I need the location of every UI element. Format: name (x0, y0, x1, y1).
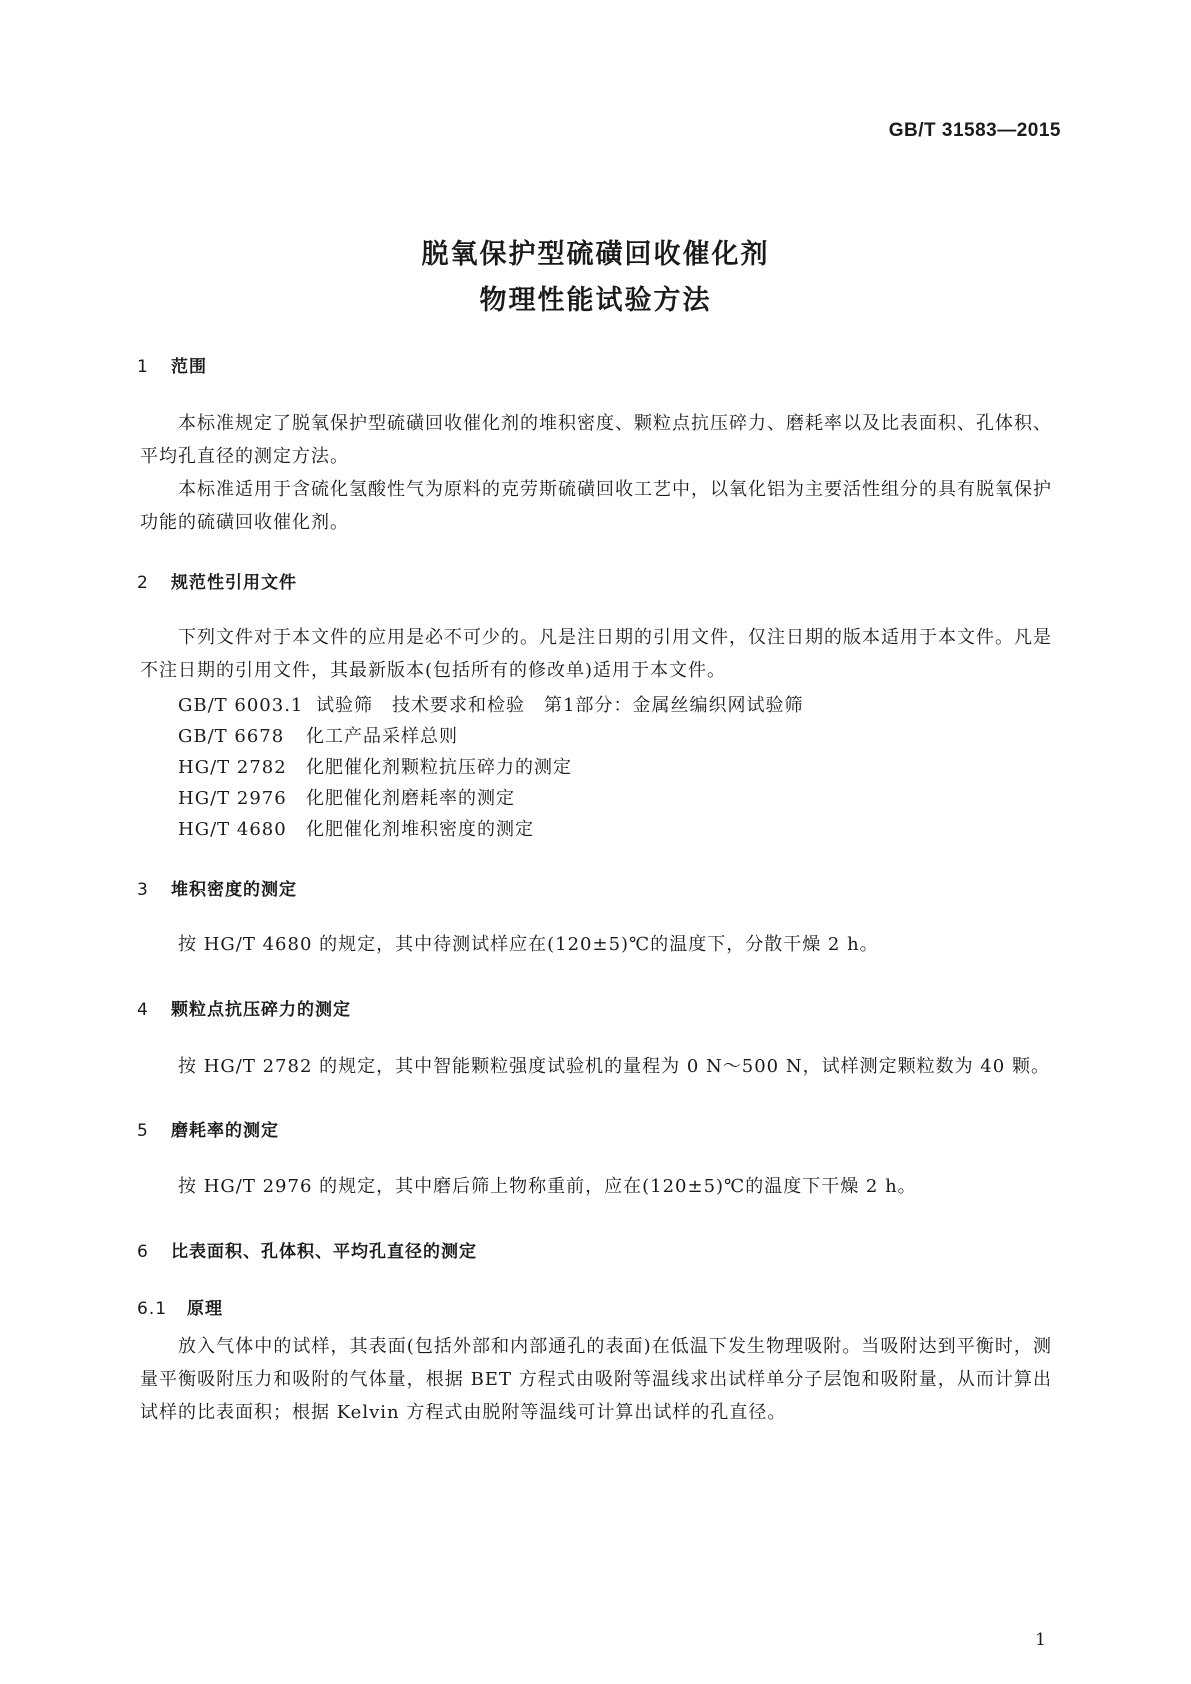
section-1-heading (137, 352, 207, 377)
section-2-title: 规范性引用文件 (171, 573, 297, 593)
section-4-paragraph-1: 按 HG/T 2782 的规定，其中智能颗粒强度试验机的量程为 0 N～500 N，试样测定颗粒数为 40 颗。 (178, 1056, 1050, 1077)
section-2-number: 2 (137, 573, 149, 593)
section-6-title: 比表面积、孔体积、平均孔直径的测定 (171, 1242, 477, 1262)
section-3-title: 堆积密度的测定 (171, 880, 297, 900)
reference-title: 试验筛 技术要求和检验 第1部分：金属丝编织网试验筛 (316, 695, 804, 716)
document-title-line-2: 物理性能试验方法 (479, 285, 712, 316)
section-3-paragraph-1: 按 HG/T 4680 的规定，其中待测试样应在(120±5)℃的温度下，分散干燥 2 h。 (178, 934, 879, 955)
section-2-paragraph-1: 下列文件对于本文件的应用是必不可少的。凡是注日期的引用文件，仅注日期的版本适用于本文件。凡是不注日期的引用文件，其最新版本(包括所有的修改单)适用于本文件。 (140, 627, 1052, 681)
section-5-title: 磨耗率的测定 (171, 1121, 279, 1141)
reference-code: GB/T 6678 (178, 726, 285, 747)
section-3-number: 3 (137, 880, 149, 900)
section-1-title: 范围 (171, 357, 207, 377)
section-1-paragraph-2: 本标准适用于含硫化氢酸性气为原料的克劳斯硫磺回收工艺中，以氧化铝为主要活性组分的具有脱氧保护功能的硫磺回收催化剂。 (140, 479, 1052, 533)
section-5-paragraph-1: 按 HG/T 2976 的规定，其中磨后筛上物称重前，应在(120±5)℃的温度下干燥 2 h。 (178, 1176, 917, 1197)
standard-code: GB/T 31583—2015 (888, 120, 1061, 141)
reference-item (178, 815, 534, 841)
reference-code: HG/T 2976 (178, 788, 287, 809)
subsection-6-1-number: 6.1 (137, 1299, 168, 1319)
reference-code: GB/T 6003.1 (178, 695, 304, 716)
reference-item (178, 691, 803, 717)
section-5-heading (137, 1116, 279, 1141)
section-2-heading (137, 568, 297, 593)
page-number: 1 (1035, 1630, 1046, 1650)
section-4-title: 颗粒点抗压碎力的测定 (171, 1000, 351, 1020)
reference-title: 化肥催化剂颗粒抗压碎力的测定 (306, 757, 572, 778)
reference-item (178, 753, 572, 779)
subsection-6-1-heading (137, 1294, 223, 1319)
reference-title: 化工产品采样总则 (306, 726, 458, 747)
reference-code: HG/T 4680 (178, 819, 287, 840)
section-1-number: 1 (137, 357, 149, 377)
subsection-6-1-title: 原理 (187, 1299, 223, 1319)
section-6-number: 6 (137, 1242, 149, 1262)
reference-title: 化肥催化剂磨耗率的测定 (306, 788, 515, 809)
reference-item (178, 784, 515, 810)
reference-title: 化肥催化剂堆积密度的测定 (306, 819, 534, 840)
section-5-number: 5 (137, 1121, 149, 1141)
reference-item (178, 722, 458, 748)
document-title-line-1: 脱氧保护型硫磺回收催化剂 (421, 239, 770, 270)
section-6-heading (137, 1237, 477, 1262)
section-4-heading (137, 995, 351, 1020)
section-1-paragraph-1: 本标准规定了脱氧保护型硫磺回收催化剂的堆积密度、颗粒点抗压碎力、磨耗率以及比表面积、孔体积、平均孔直径的测定方法。 (140, 413, 1052, 467)
section-4-number: 4 (137, 1000, 149, 1020)
reference-code: HG/T 2782 (178, 757, 287, 778)
section-3-heading (137, 875, 297, 900)
subsection-6-1-paragraph-1: 放入气体中的试样，其表面(包括外部和内部通孔的表面)在低温下发生物理吸附。当吸附达到平衡时，测量平衡吸附压力和吸附的气体量，根据 BET 方程式由吸附等温线求出试样单分子层饱和吸附量，从而计算出试样的比表面积；根据 Kelvin 方程式由脱附等温线可计算出试样的孔直径。 (140, 1336, 1052, 1423)
